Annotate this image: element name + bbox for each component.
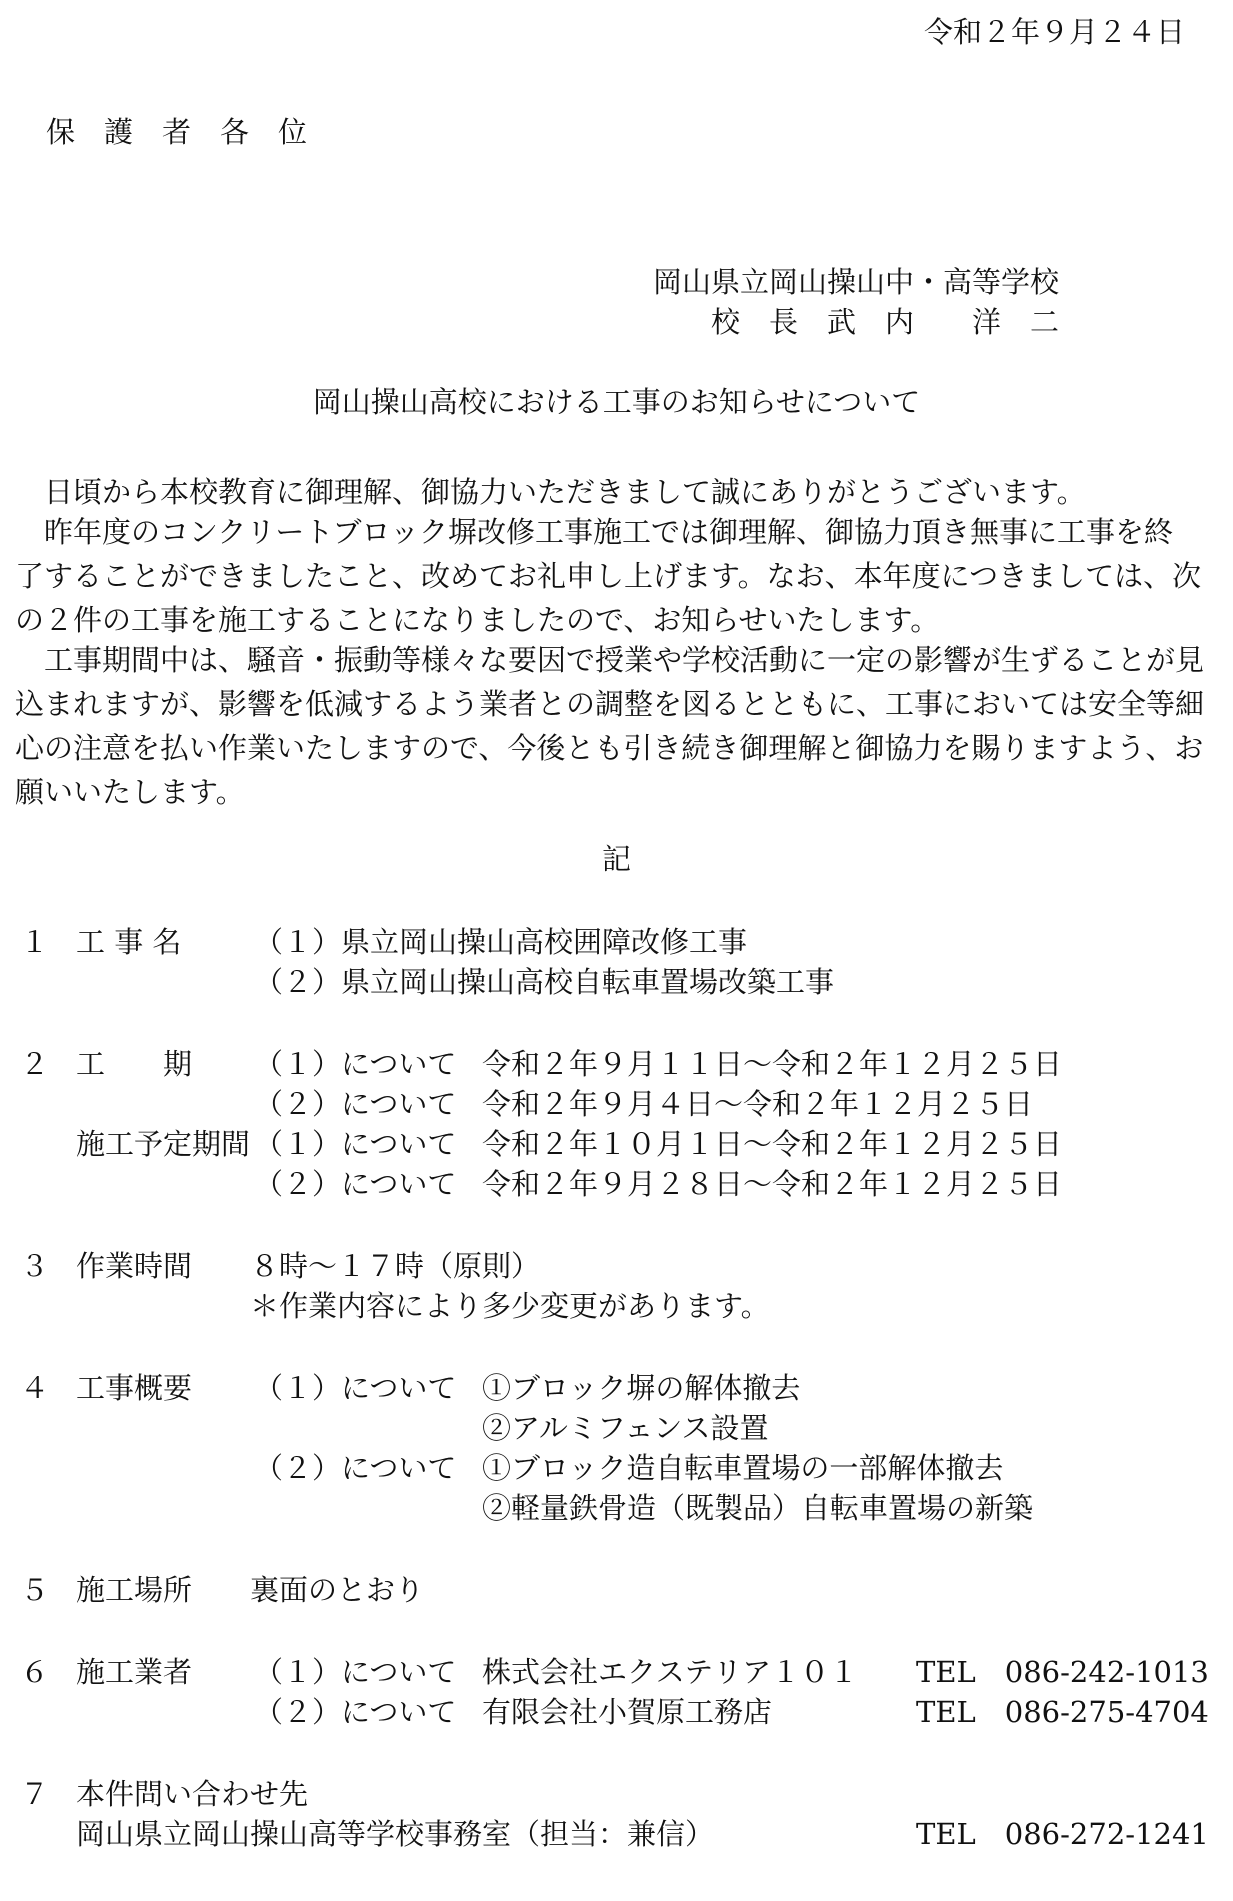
item-number: ６ <box>20 1655 50 1689</box>
item-label: 本件問い合わせ先 <box>76 1777 309 1811</box>
paragraph-line: 了することができましたこと、改めてお礼申し上げます。なお、本年度につきましては、次 <box>15 559 1202 593</box>
contact-tel: TEL 086-272-1241 <box>916 1817 1209 1851</box>
contractor-company: 株式会社エクステリア１０１ <box>482 1655 859 1689</box>
document-date: 令和２年９月２４日 <box>923 15 1185 49</box>
item-label: 工事概要 <box>76 1371 193 1405</box>
paragraph-line: 込まれますが、影響を低減するよう業者との調整を図るとともに、工事においては安全等細 <box>15 687 1205 721</box>
item-number: １ <box>20 925 50 959</box>
contact-office: 岡山県立岡山操山高等学校事務室（担当：兼信） <box>76 1817 715 1851</box>
outline-value: ①ブロック造自転車置場の一部解体撤去 <box>482 1451 1004 1485</box>
item-number: ３ <box>20 1249 50 1283</box>
addressee: 保 護 者 各 位 <box>46 115 308 149</box>
paragraph-line: 心の注意を払い作業いたしますので、今後とも引き続き御理解と御協力を賜りますよう、お <box>15 731 1204 765</box>
item-line: （１）県立岡山操山高校囲障改修工事 <box>254 925 748 959</box>
paragraph-line: 願いいたします。 <box>15 775 245 809</box>
contractor-ref: （１）について <box>254 1655 457 1689</box>
sender-principal: 校 長 武 内 洋 二 <box>710 305 1059 339</box>
ki-heading: 記 <box>601 842 631 876</box>
outline-value: ②軽量鉄骨造（既製品）自転車置場の新築 <box>482 1491 1034 1525</box>
item-line: （２）県立岡山操山高校自転車置場改築工事 <box>254 965 835 999</box>
contractor-tel: TEL 086-275-4704 <box>916 1695 1209 1729</box>
paragraph-line: 昨年度のコンクリートブロック塀改修工事施工では御理解、御協力頂き無事に工事を終 <box>15 515 1173 549</box>
item-label: 工 期 <box>76 1047 193 1081</box>
period-value: 令和２年９月２８日～令和２年１２月２５日 <box>482 1167 1063 1201</box>
item-line: 裏面のとおり <box>250 1573 425 1607</box>
item-number: ７ <box>20 1777 50 1811</box>
document-title: 岡山操山高校における工事のお知らせについて <box>312 385 921 419</box>
item-number: ５ <box>20 1573 50 1607</box>
paragraph-greeting <box>15 470 1220 514</box>
item-label: 工 事 名 <box>76 925 182 959</box>
paragraph-line: の２件の工事を施工することになりましたので、お知らせいたします。 <box>15 603 940 637</box>
period-ref: （１）について <box>254 1127 457 1161</box>
contractor-tel: TEL 086-242-1013 <box>916 1655 1209 1689</box>
period-value: 令和２年９月１１日～令和２年１２月２５日 <box>482 1047 1063 1081</box>
sender-school: 岡山県立岡山操山中・高等学校 <box>652 265 1059 299</box>
contractor-company: 有限会社小賀原工務店 <box>482 1695 773 1729</box>
period-ref: （２）について <box>254 1167 457 1201</box>
item-label: 施工場所 <box>76 1573 193 1607</box>
paragraph-line: 工事期間中は、騒音・振動等様々な要因で授業や学校活動に一定の影響が生ずることが見 <box>15 643 1205 677</box>
item-label: 作業時間 <box>76 1249 193 1283</box>
item-line: ＊作業内容により多少変更があります。 <box>250 1289 770 1323</box>
period-ref: （２）について <box>254 1087 457 1121</box>
item-line: ８時～１７時（原則） <box>250 1249 541 1283</box>
item-number: ４ <box>20 1371 50 1405</box>
paragraph-line: 日頃から本校教育に御理解、御協力いただきまして誠にありがとうございます。 <box>15 475 1086 509</box>
period-value: 令和２年９月４日～令和２年１２月２５日 <box>482 1087 1034 1121</box>
item-number: ２ <box>20 1047 50 1081</box>
outline-ref: （２）について <box>254 1451 457 1485</box>
item-sub-label: 施工予定期間 <box>76 1127 251 1161</box>
outline-ref: （１）について <box>254 1371 457 1405</box>
period-ref: （１）について <box>254 1047 457 1081</box>
period-value: 令和２年１０月１日～令和２年１２月２５日 <box>482 1127 1063 1161</box>
outline-value: ②アルミフェンス設置 <box>482 1411 769 1445</box>
item-label: 施工業者 <box>76 1655 193 1689</box>
paragraph-request <box>15 638 1220 814</box>
outline-value: ①ブロック塀の解体撤去 <box>482 1371 801 1405</box>
paragraph-last-year <box>15 510 1220 642</box>
contractor-ref: （２）について <box>254 1695 457 1729</box>
